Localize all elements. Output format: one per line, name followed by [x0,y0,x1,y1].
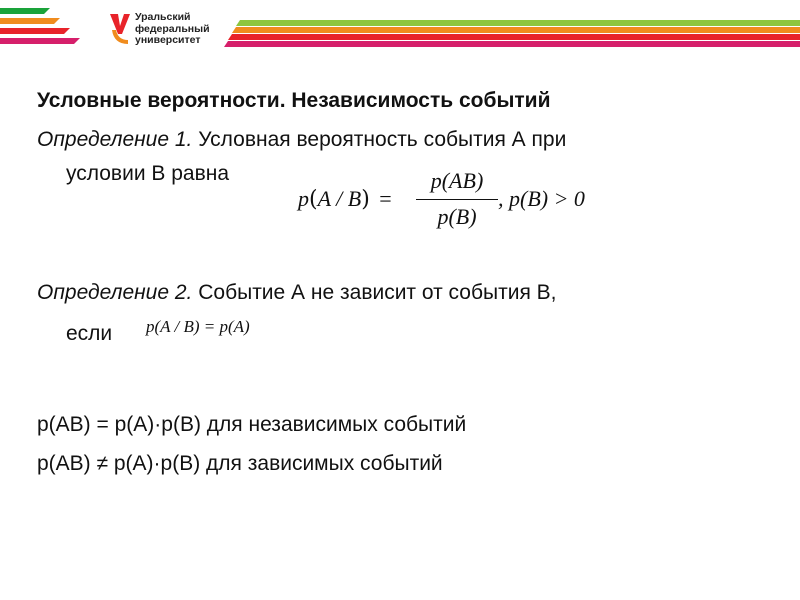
slide-title: Условные вероятности. Независимость событий [37,89,551,112]
dependent-events-equation: p(AB) ≠ p(A)·p(B) для зависимых событий [37,452,443,475]
definition-2-text: Событие А не зависит от события В, [192,281,557,304]
stripe-green [0,8,50,14]
formula-lhs-p: p [298,186,309,211]
definition-1-line [37,128,566,152]
stripe-orange [0,18,60,24]
definition-2-line [37,281,557,305]
stripe-magenta-right [224,41,800,47]
formula-equals: = [379,186,392,211]
university-logo-icon [110,14,130,44]
formula-numerator: p(AB) [430,168,484,193]
formula-condition: , p(B) > 0 [498,186,585,211]
fraction-bar [416,199,498,200]
independent-events-equation: p(AB) = p(A)·p(B) для независимых событий [37,413,467,436]
definition-2-label: Определение 2. [37,281,193,304]
formula-denominator: p(B) [437,204,477,229]
definition-2-text2: если [66,322,113,345]
logo-line: Уральский [135,11,191,23]
definition-1-label: Определение 1. [37,128,193,151]
logo-line: федеральный [135,22,210,35]
stripe-red [0,28,70,34]
stripe-orange-right [232,27,800,33]
university-name [135,12,210,47]
definition-1-text2: условии В равна [66,162,230,185]
header-banner [0,0,800,60]
stripe-lime-right [236,20,800,26]
stripe-decoration [0,0,800,60]
conditional-probability-formula: p(A / B) = p(AB) p(B) , p(B) > 0 [298,168,585,229]
formula-lhs-arg: A / B [317,186,362,211]
definition-1-text: Условная вероятность события А при [192,128,567,151]
stripe-magenta [0,38,80,44]
stripe-red-right [228,34,800,40]
independence-formula: p(A / B) = p(A) [146,317,250,336]
logo-line: университет [135,34,201,46]
